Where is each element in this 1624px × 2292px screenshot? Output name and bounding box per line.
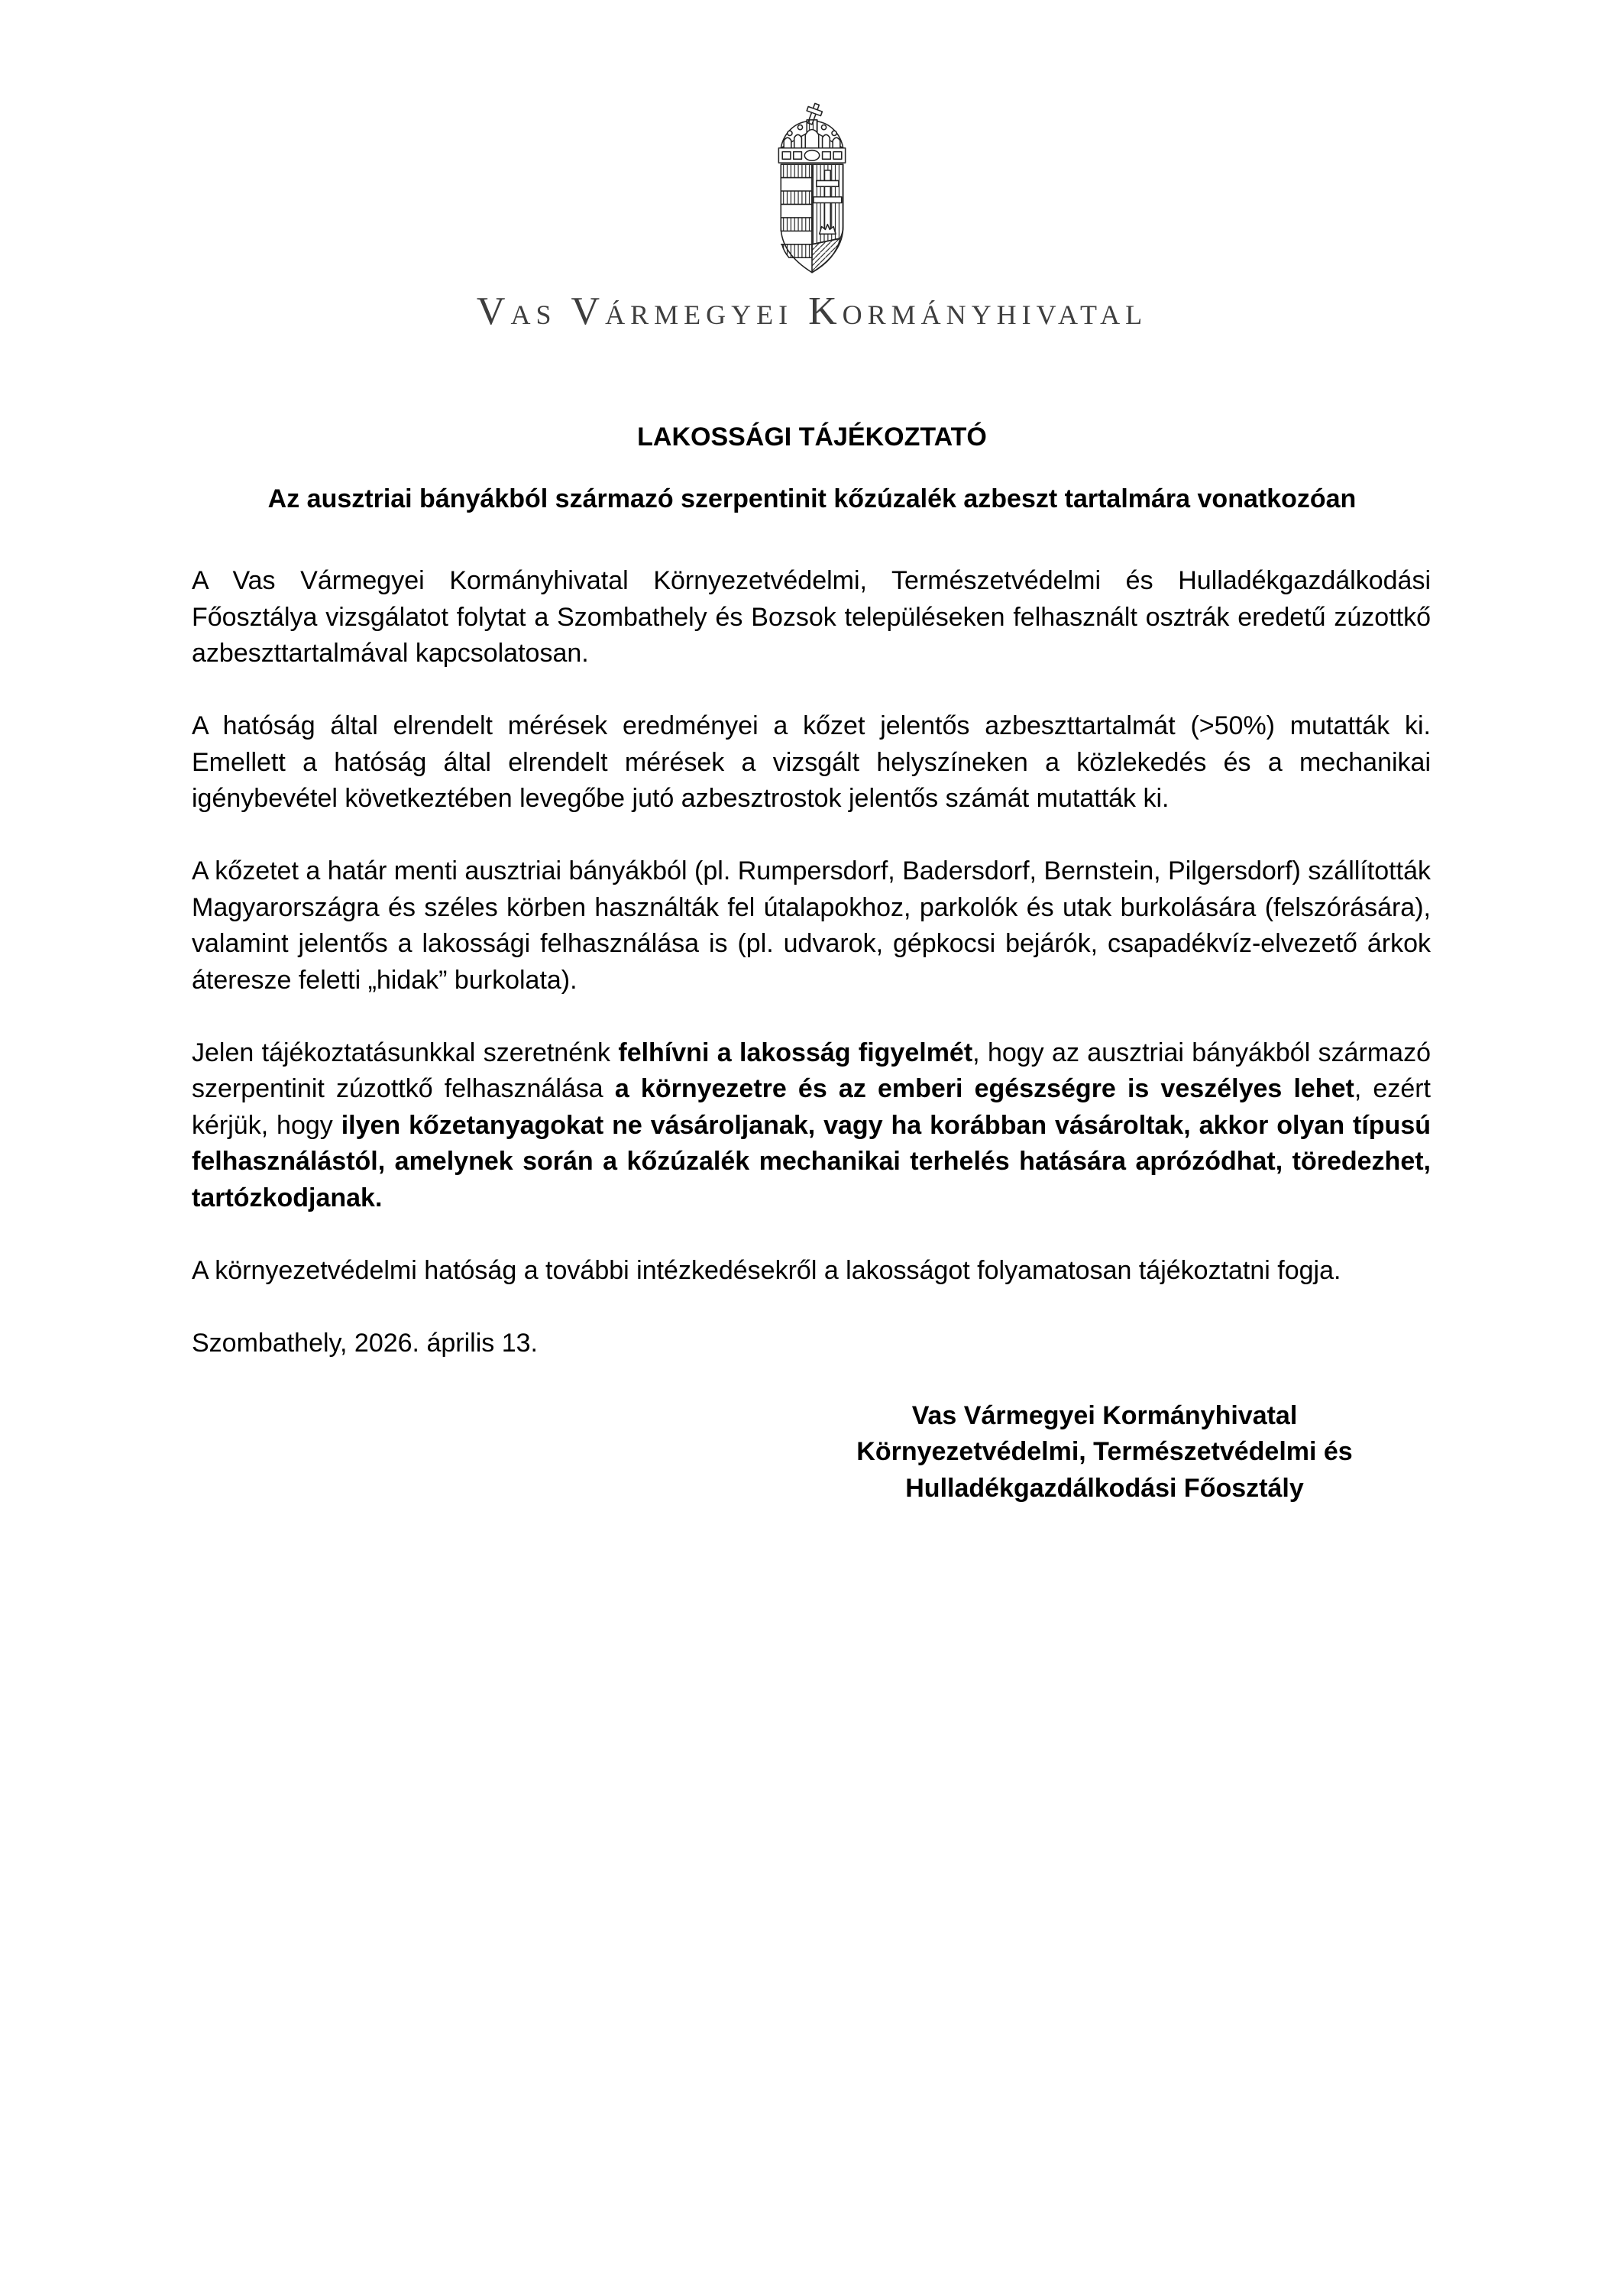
body-paragraph: A hatóság által elrendelt mérések eredményei a kőzet jelentős azbeszttartalmát (>50%) mutatták ki. Emellett a hatóság által elrendelt mérések a vizsgált helyszíneken a közlekedés és a mechanikai igénybevétel következtében levegőbe jutó azbesztrostok jelentős számát mutatták ki. (192, 711, 1431, 813)
signature-line: Hulladékgazdálkodási Főosztály (905, 1473, 1304, 1503)
body-paragraph: A környezetvédelmi hatóság a további intézkedésekről a lakosságot folyamatosan tájékoztatni fogja. (192, 1255, 1341, 1285)
hungarian-coat-of-arms-logo (763, 101, 861, 285)
document-body (192, 563, 1431, 1507)
body-paragraph: Jelen tájékoztatásunkkal szeretnénk felhívni a lakosság figyelmét, hogy az ausztriai bányákból származó szerpentinit zúzottkő felhasználása a környezetre és az emberi egészségre is veszélyes lehet, ezért kérjük, hogy ilyen kőzetanyagokat ne vásároljanak, vagy ha korábban vásároltak, akkor olyan típusú felhasználástól, amelynek során a kőzúzalék mechanikai terhelés hatására aprózódhat, töredezhet, tartózkodjanak. (192, 1038, 1431, 1212)
body-paragraph: A Vas Vármegyei Kormányhivatal Környezetvédelmi, Természetvédelmi és Hulladékgazdálkodási Főosztálya vizsgálatot folytat a Szombathely és Bozsok településeken felhasznált osztrák eredetű zúzottkő azbeszttartalmával kapcsolatosan. (192, 566, 1431, 668)
office-name: Vas Vármegyei Kormányhivatal (476, 290, 1148, 333)
document-subtitle: Az ausztriai bányákból származó szerpentinit kőzúzalék azbeszt tartalmára vonatkozóan (267, 484, 1357, 513)
signature-block (791, 1398, 1418, 1507)
signature-line: Vas Vármegyei Kormányhivatal (911, 1400, 1298, 1430)
date-line: Szombathely, 2026. április 13. (192, 1328, 538, 1358)
signature-line: Környezetvédelmi, Természetvédelmi és (856, 1437, 1353, 1466)
document-title: LAKOSSÁGI TÁJÉKOZTATÓ (637, 422, 987, 452)
body-paragraph: A kőzetet a határ menti ausztriai bányákból (pl. Rumpersdorf, Badersdorf, Bernstein, Pilgersdorf) szállították Magyarországra és széles körben használták fel útalapokhoz, parkolók és utak burkolására (felszórására), valamint jelentős a lakossági felhasználása is (pl. udvarok, gépkocsi bejárók, csapadékvíz-elvezető árkok áteresze feletti „hidak” burkolata). (192, 856, 1431, 995)
